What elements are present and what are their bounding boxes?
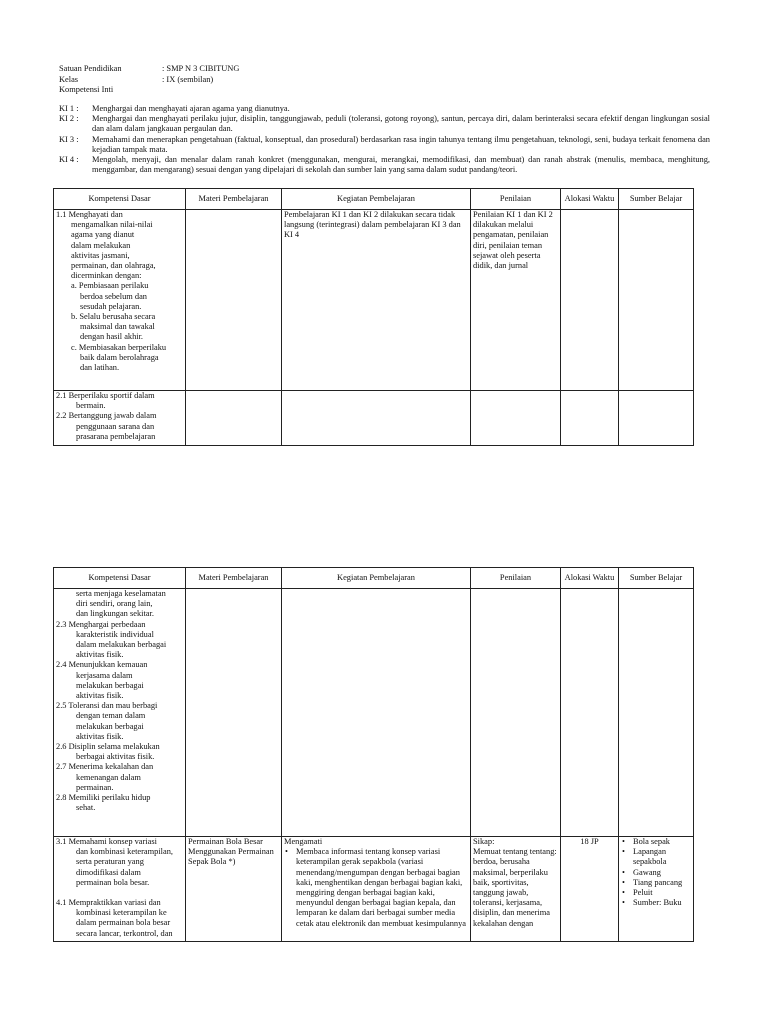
kd-line: prasarana pembelajaran (76, 431, 156, 441)
kegiatan-cell (282, 837, 471, 942)
kd-line: 2.1 Berperilaku sportif dalam (56, 391, 155, 400)
ki-list (59, 104, 710, 175)
ki-item (59, 155, 710, 175)
kegiatan-cell: Pembelajaran KI 1 dan KI 2 dilakukan secara tidak langsung (terintegrasi) dalam pembelajaran KI 3 dan KI 4 (282, 210, 471, 391)
kd-line: karakteristik individual (76, 629, 154, 639)
syllabus-table-1 (53, 188, 694, 446)
materi-cell (186, 391, 282, 446)
kd-line: permainan bola besar. (76, 877, 150, 887)
penilaian-cell: Penilaian KI 1 dan KI 2 dilakukan melalui pengamatan, penilaian diri, penilaian teman sejawat oleh peserta didik, dan jurnal (471, 210, 561, 391)
kd-line: sesudah pelajaran. (80, 301, 142, 311)
header-materi: Materi Pembelajaran (186, 568, 282, 589)
kd-cell (54, 391, 186, 446)
kd-line: permainan. (76, 782, 114, 792)
ki-code: KI 1 : (59, 104, 79, 113)
kd-line: c. Membiasakan berperilaku (71, 342, 167, 352)
kd-line: kombinasi keterampilan ke (76, 908, 167, 918)
alokasi-cell: 18 JP (561, 837, 619, 942)
kd-line: kemenangan dalam (76, 772, 141, 782)
kd-line: 3.1 Memahami konsep variasi (56, 837, 157, 846)
ki-item (59, 104, 710, 114)
kd-line: kerjasama dalam (76, 670, 133, 680)
header-penilaian: Penilaian (471, 568, 561, 589)
kd-line: maksimal dan tawakal (80, 322, 155, 332)
kd-line: aktivitas jasmani, (71, 250, 130, 260)
sumber-cell (619, 210, 694, 391)
sumber-cell (619, 391, 694, 446)
kd-line: a. Pembiasaan perilaku (71, 281, 149, 291)
kd-line: 2.6 Disiplin selama melakukan (56, 742, 160, 752)
kd-line: dengan teman dalam (76, 711, 146, 721)
kd-line: dalam melakukan (71, 240, 131, 250)
kd-line: serta peraturan yang (76, 857, 144, 867)
kd-line: berdoa sebelum dan (80, 291, 147, 301)
kd-line: aktivitas fisik. (76, 650, 124, 660)
kd-line: 2.2 Bertanggung jawab dalam (56, 411, 157, 421)
kd-line: dalam melakukan berbagai (76, 640, 167, 650)
kd-line: berbagai aktivitas fisik. (76, 752, 155, 762)
syllabus-table-2 (53, 567, 694, 942)
ki-text: Memahami dan menerapkan pengetahuan (faktual, konseptual, dan prosedural) berdasarkan rasa ingin tahunya tentang ilmu pengetahuan, teknologi, seni, budaya terkait fenomena dan kejadian tampak mata. (92, 134, 710, 154)
kd-line: serta menjaga keselamatan (76, 589, 166, 598)
materi-cell: Permainan Bola Besar Menggunakan Permainan Sepak Bola *) (186, 837, 282, 942)
satuan-value: : SMP N 3 CIBITUNG (162, 64, 240, 73)
kd-line: bermain. (76, 401, 106, 411)
kd-line: dimodifikasi dalam (76, 867, 141, 877)
kd-line: b. Selalu berusaha secara (71, 312, 156, 322)
ki-text: Mengolah, menyaji, dan menalar dalam ranah konkret (menggunakan, mengurai, merangkai, memodifikasi, dan membuat) dan ranah abstrak (menulis, membaca, menghitung, menggambar, dan mengarang) sesuai dengan yang dipelajari di sekolah dan sumber lain yang sama dalam sudut pandang/teori. (92, 155, 710, 175)
kd-line: aktivitas fisik. (76, 691, 124, 701)
ki-item (59, 114, 710, 134)
kd-line: 2.4 Menunjukkan kemauan (56, 660, 148, 670)
list-item: • Membaca informasi tentang konsep variasi keterampilan gerak sepakbola (variasi menendang/mengumpan dengan berbagai bagian kaki, menghentikan dengan berbagai bagian kaki, menggiring dengan berbagai bagian kaki, menyundul dengan berbagai bagian kepala, dan lemparan ke dalam dari berbagai sumber media cetak atau elektronik dan membuat kesimpulannya (284, 847, 468, 929)
kd-spacer (56, 888, 183, 898)
kd-line: sehat. (76, 803, 96, 813)
header-kompetensi-dasar: Kompetensi Dasar (54, 189, 186, 210)
ki-code: KI 2 : (59, 114, 79, 124)
kd-line: diri sendiri, orang lain, (76, 599, 153, 609)
kegiatan-title: Mengamati (284, 837, 323, 846)
penilaian-cell (471, 589, 561, 837)
header-alokasi: Alokasi Waktu (561, 568, 619, 589)
kd-line: 2.8 Memiliki perilaku hidup (56, 793, 151, 803)
kd-line: mengamalkan nilai-nilai (71, 220, 153, 230)
kompetensi-inti-label: Kompetensi Inti (59, 85, 114, 94)
sumber-cell (619, 589, 694, 837)
header-sumber: Sumber Belajar (619, 568, 694, 589)
kd-line: dengan hasil akhir. (80, 332, 144, 342)
header-kegiatan: Kegiatan Pembelajaran (282, 189, 471, 210)
header-sumber: Sumber Belajar (619, 189, 694, 210)
kd-line: dan kombinasi keterampilan, (76, 847, 173, 857)
ki-code: KI 4 : (59, 155, 79, 165)
list-item: • Tiang pancang (621, 878, 691, 888)
list-item: • Peluit (621, 888, 691, 898)
materi-cell (186, 210, 282, 391)
kegiatan-cell (282, 589, 471, 837)
kd-line: baik dalam berolahraga (80, 352, 159, 362)
table-header-row (54, 568, 694, 589)
document-header (59, 64, 239, 96)
satuan-row (59, 64, 239, 75)
kd-line: secara lancar, terkontrol, dan (76, 928, 173, 938)
materi-cell (186, 589, 282, 837)
list-item: • Sumber: Buku (621, 898, 691, 908)
satuan-label: Satuan Pendidikan (59, 64, 122, 73)
kd-line: aktivitas fisik. (76, 731, 124, 741)
penilaian-title: Sikap: (473, 837, 495, 846)
kompetensi-inti-row (59, 85, 239, 96)
header-kompetensi-dasar: Kompetensi Dasar (54, 568, 186, 589)
kd-cell (54, 210, 186, 391)
kd-line: penggunaan sarana dan (76, 421, 155, 431)
alokasi-cell (561, 210, 619, 391)
kelas-label: Kelas (59, 74, 79, 84)
list-item: • Lapangan sepakbola (621, 847, 691, 867)
kd-line: dicerminkan dengan: (71, 271, 142, 281)
kd-line: permainan, dan olahraga, (71, 261, 156, 271)
kd-line: dalam permainan bola besar (76, 918, 171, 928)
kd-cell (54, 589, 186, 837)
penilaian-text: Memuat tentang tentang: berdoa, berusaha maksimal, berperilaku baik, sportivitas, tanggung jawab, toleransi, kerjasama, disiplin, dan menerima kekalahan dengan (473, 847, 557, 928)
alokasi-cell (561, 589, 619, 837)
table-row (54, 589, 694, 837)
penilaian-cell (471, 391, 561, 446)
alokasi-cell (561, 391, 619, 446)
table-header-row (54, 189, 694, 210)
sumber-cell (619, 837, 694, 942)
header-materi: Materi Pembelajaran (186, 189, 282, 210)
kd-line: dan lingkungan sekitar. (76, 609, 154, 619)
list-item: • Gawang (621, 868, 691, 878)
ki-item (59, 135, 710, 155)
kd-cell (54, 837, 186, 942)
kd-line: 1.1 Menghayati dan (56, 210, 123, 219)
kd-line: 2.3 Menghargai perbedaan (56, 619, 146, 629)
kegiatan-cell (282, 391, 471, 446)
kd-line: agama yang dianut (71, 230, 135, 240)
table-row (54, 837, 694, 942)
kd-line: 2.5 Toleransi dan mau berbagi (56, 701, 158, 711)
penilaian-cell (471, 837, 561, 942)
kd-line: melakukan berbagai (76, 721, 144, 731)
kd-line: melakukan berbagai (76, 680, 144, 690)
ki-text: Menghargai dan menghayati ajaran agama yang dianutnya. (92, 104, 290, 113)
header-penilaian: Penilaian (471, 189, 561, 210)
kegiatan-list (284, 847, 468, 929)
kd-line: 2.7 Menerima kekalahan dan (56, 762, 154, 772)
ki-text: Menghargai dan menghayati perilaku jujur, disiplin, tanggungjawab, peduli (toleransi, gotong royong), santun, percaya diri, dalam berinteraksi secara efektif dengan lingkungan sosial dan alam dalam jangkauan pergaulan dan. (92, 114, 710, 134)
sumber-list (621, 837, 691, 908)
table-row (54, 210, 694, 391)
kelas-row (59, 75, 239, 86)
header-alokasi: Alokasi Waktu (561, 189, 619, 210)
kd-line: 4.1 Mempraktikkan variasi dan (56, 898, 161, 908)
header-kegiatan: Kegiatan Pembelajaran (282, 568, 471, 589)
list-item: • Bola sepak (621, 837, 691, 847)
kd-line: dan latihan. (80, 363, 120, 373)
kelas-value: : IX (sembilan) (162, 74, 214, 84)
ki-code: KI 3 : (59, 134, 79, 144)
table-row (54, 391, 694, 446)
